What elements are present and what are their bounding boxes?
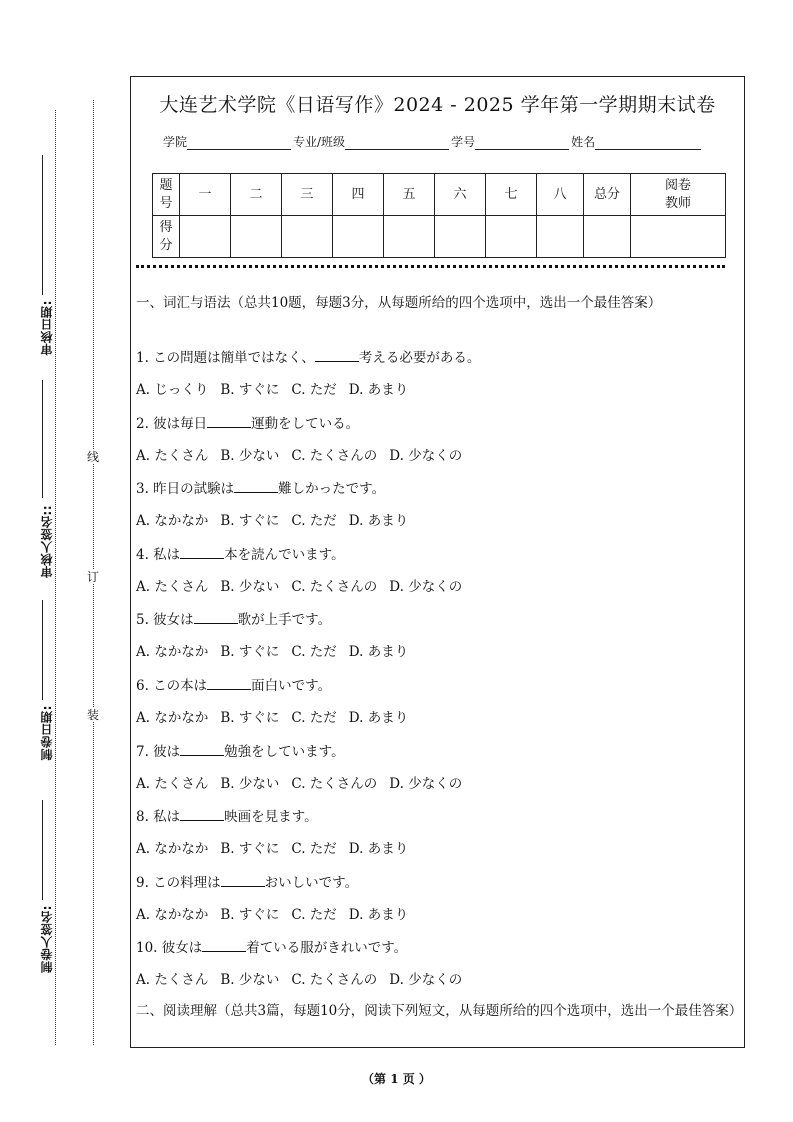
score-cell-7[interactable] — [486, 216, 537, 258]
option-d[interactable]: D. あまり — [348, 382, 409, 398]
answer-blank[interactable] — [180, 808, 224, 821]
option-d[interactable]: D. 少なくの — [389, 776, 463, 792]
option-b[interactable]: B. 少ない — [220, 776, 280, 792]
score-cell-6[interactable] — [435, 216, 486, 258]
option-c[interactable]: C. たくさんの — [291, 579, 378, 595]
student-info-line — [163, 133, 703, 150]
col-1: 一 — [180, 174, 231, 216]
section1-heading: 一、词汇与语法（总共10题，每题3分，从每题所给的四个选项中，选出一个最佳答案） — [136, 295, 662, 311]
score-cell-8[interactable] — [537, 216, 584, 258]
score-row-header: 得 分 — [153, 216, 180, 258]
question-number-header: 题 号 — [153, 174, 180, 216]
option-a[interactable]: A. たくさん — [136, 579, 209, 595]
question-9 — [136, 871, 358, 891]
question-text-start: 4. 私は — [136, 547, 181, 563]
review-date-label: 审核日期: — [40, 300, 54, 356]
option-b[interactable]: B. 少ない — [220, 448, 280, 464]
options-9 — [136, 903, 408, 923]
option-c[interactable]: C. ただ — [291, 710, 337, 726]
option-a[interactable]: A. なかなか — [136, 710, 209, 726]
options-10 — [136, 968, 462, 988]
question-4 — [136, 543, 345, 563]
option-a[interactable]: A. じっくり — [136, 382, 209, 398]
question-10 — [136, 936, 407, 956]
option-a[interactable]: A. なかなか — [136, 841, 209, 857]
option-a[interactable]: A. なかなか — [136, 907, 209, 923]
question-text-end: 本を読んでいます。 — [224, 547, 345, 563]
exam-title: 大连艺术学院《日语写作》2024 - 2025 学年第一学期期末试卷 — [159, 94, 716, 116]
question-text-end: 考える必要がある。 — [358, 350, 481, 366]
grader-cell[interactable] — [631, 216, 726, 258]
option-a[interactable]: A. たくさん — [136, 972, 209, 988]
option-b[interactable]: B. すぐに — [220, 907, 280, 923]
section2-heading: 二、阅读理解（总共3篇，每题10分，阅读下列短文，从每题所给的四个选项中，选出一个最佳答案） — [136, 1003, 743, 1019]
col-7: 七 — [486, 174, 537, 216]
binding-char-line: 线 — [86, 450, 99, 464]
option-d[interactable]: D. あまり — [348, 907, 409, 923]
col-3: 三 — [282, 174, 333, 216]
col-5: 五 — [384, 174, 435, 216]
question-text-end: 歌が上手です。 — [237, 612, 332, 628]
option-c[interactable]: C. たくさんの — [291, 448, 378, 464]
option-c[interactable]: C. ただ — [291, 907, 337, 923]
review-date-line — [42, 155, 43, 295]
col-8: 八 — [537, 174, 584, 216]
name-blank[interactable] — [595, 137, 701, 150]
options-6 — [136, 706, 408, 726]
left-dotted-line — [55, 110, 56, 1045]
college-blank[interactable] — [187, 137, 291, 150]
question-text-start: 1. この問題は簡単ではなく、 — [136, 350, 315, 366]
option-b[interactable]: B. すぐに — [220, 513, 280, 529]
score-cell-5[interactable] — [384, 216, 435, 258]
answer-blank[interactable] — [207, 677, 251, 690]
question-text-start: 2. 彼は毎日 — [136, 416, 208, 432]
options-5 — [136, 640, 408, 660]
option-b[interactable]: B. すぐに — [220, 644, 280, 660]
option-d[interactable]: D. あまり — [348, 710, 409, 726]
question-1 — [136, 346, 480, 366]
option-d[interactable]: D. あまり — [348, 841, 409, 857]
answer-blank[interactable] — [315, 349, 359, 362]
score-cell-1[interactable] — [180, 216, 231, 258]
name-label: 姓名 — [571, 135, 596, 149]
question-text-end: 映画を見ます。 — [224, 809, 318, 825]
score-cell-total[interactable] — [584, 216, 631, 258]
option-c[interactable]: C. ただ — [291, 513, 337, 529]
option-d[interactable]: D. 少なくの — [389, 448, 463, 464]
major-blank[interactable] — [345, 137, 449, 150]
question-6 — [136, 674, 331, 694]
option-a[interactable]: A. たくさん — [136, 776, 209, 792]
answer-blank[interactable] — [207, 415, 251, 428]
col-2: 二 — [231, 174, 282, 216]
option-b[interactable]: B. 少ない — [220, 579, 280, 595]
question-text-start: 7. 彼は — [136, 744, 181, 760]
option-b[interactable]: B. すぐに — [220, 382, 280, 398]
options-1 — [136, 378, 408, 398]
make-date-line — [42, 600, 43, 700]
col-total: 总分 — [584, 174, 631, 216]
option-c[interactable]: C. たくさんの — [291, 972, 378, 988]
answer-blank[interactable] — [194, 611, 238, 624]
answer-blank[interactable] — [180, 743, 224, 756]
major-label: 专业/班级 — [293, 135, 346, 149]
student-no-blank[interactable] — [475, 137, 569, 150]
option-b[interactable]: B. 少ない — [220, 972, 280, 988]
option-d[interactable]: D. あまり — [348, 644, 409, 660]
answer-blank[interactable] — [221, 874, 265, 887]
question-text-start: 9. この料理は — [136, 875, 221, 891]
question-5 — [136, 608, 331, 628]
score-cell-3[interactable] — [282, 216, 333, 258]
question-text-end: 運動をしている。 — [251, 416, 360, 432]
answer-blank[interactable] — [180, 546, 224, 559]
score-table — [152, 173, 726, 258]
option-b[interactable]: B. すぐに — [220, 710, 280, 726]
question-text-end: 勉強をしています。 — [224, 744, 345, 760]
answer-blank[interactable] — [202, 939, 246, 952]
page-footer: （第 1 页 ） — [362, 1072, 431, 1086]
maker-sign-line — [42, 800, 43, 900]
question-text-end: おいしいです。 — [264, 875, 359, 891]
option-a[interactable]: A. たくさん — [136, 448, 209, 464]
student-no-label: 学号 — [451, 135, 476, 149]
question-3 — [136, 477, 385, 497]
grader-header: 阅卷 教师 — [631, 174, 726, 216]
question-text-start: 6. この本は — [136, 678, 208, 694]
question-text-end: 面白いです。 — [251, 678, 332, 694]
binding-char-bind: 装 — [86, 708, 99, 722]
options-2 — [136, 444, 462, 464]
college-label: 学院 — [163, 135, 188, 149]
make-date-label: 制卷日期: — [40, 705, 54, 761]
score-cell-4[interactable] — [333, 216, 384, 258]
option-c[interactable]: C. ただ — [291, 382, 337, 398]
question-2 — [136, 412, 359, 432]
reviewer-sign-line — [42, 380, 43, 498]
question-text-start: 5. 彼女は — [136, 612, 194, 628]
option-d[interactable]: D. 少なくの — [389, 579, 463, 595]
dotted-separator — [136, 265, 725, 268]
option-a[interactable]: A. なかなか — [136, 644, 209, 660]
options-7 — [136, 772, 462, 792]
score-cell-2[interactable] — [231, 216, 282, 258]
question-text-end: 難しかったです。 — [278, 481, 386, 497]
question-text-start: 10. 彼女は — [136, 940, 203, 956]
option-a[interactable]: A. なかなか — [136, 513, 209, 529]
question-text-end: 着ている服がきれいです。 — [246, 940, 408, 956]
reviewer-sign-label: 审核人签名:: — [40, 505, 54, 579]
question-text-start: 3. 昨日の試験は — [136, 481, 235, 497]
question-7 — [136, 740, 345, 760]
option-d[interactable]: D. 少なくの — [389, 972, 463, 988]
option-b[interactable]: B. すぐに — [220, 841, 280, 857]
answer-blank[interactable] — [234, 480, 278, 493]
col-6: 六 — [435, 174, 486, 216]
maker-sign-label: 制卷人签名: — [40, 905, 54, 973]
binding-char-staple: 订 — [86, 570, 99, 584]
question-text-start: 8. 私は — [136, 809, 181, 825]
option-d[interactable]: D. あまり — [348, 513, 409, 529]
options-3 — [136, 509, 408, 529]
options-4 — [136, 575, 462, 595]
option-c[interactable]: C. たくさんの — [291, 776, 378, 792]
col-4: 四 — [333, 174, 384, 216]
options-8 — [136, 837, 408, 857]
option-c[interactable]: C. ただ — [291, 644, 337, 660]
option-c[interactable]: C. ただ — [291, 841, 337, 857]
question-8 — [136, 805, 318, 825]
